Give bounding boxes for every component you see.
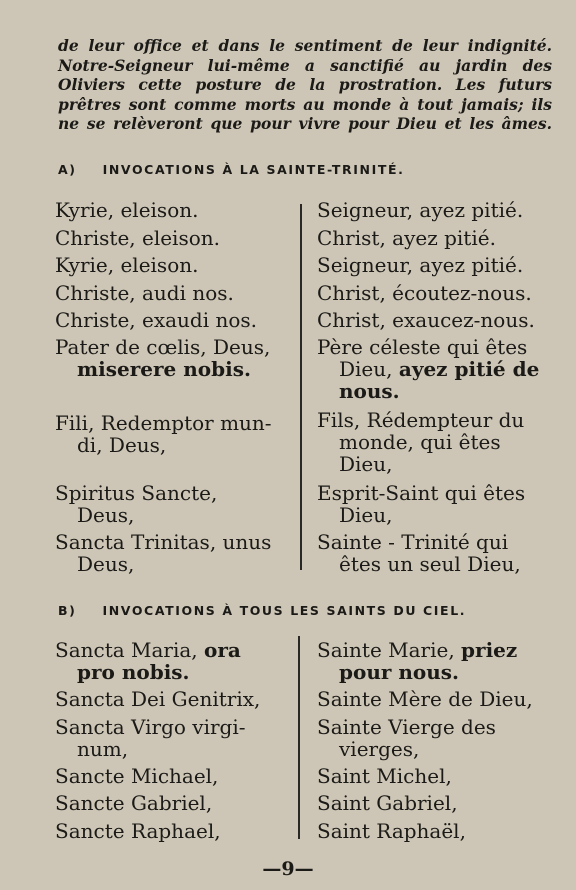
column-divider	[300, 204, 302, 570]
intro-line: Oliviers cette posture de la prostration. Les futurs	[58, 75, 552, 94]
column-divider	[298, 636, 300, 839]
invocation-french: Saint Gabriel,	[317, 791, 458, 815]
invocation-french: Esprit-Saint qui êtes Dieu,	[317, 481, 526, 527]
intro-line: ne se relèveront que pour vivre pour Dieu et les âmes.	[58, 114, 552, 133]
section-a-label: A)	[58, 162, 77, 177]
section-b-heading	[58, 603, 466, 618]
invocation-latin: Sancte Michael,	[55, 764, 219, 788]
invocation-latin: Christe, eleison.	[55, 226, 220, 250]
invocation-latin: Sancta Trinitas, unus Deus,	[55, 530, 272, 576]
invocation-french: Père céleste qui êtes Dieu, ayez pitié de nous.	[317, 335, 540, 403]
invocation-latin: Kyrie, eleison.	[55, 198, 199, 222]
invocation-latin: Spiritus Sancte, Deus,	[55, 481, 218, 527]
intro-paragraph	[58, 36, 552, 134]
invocation-latin: Christe, exaudi nos.	[55, 308, 258, 332]
invocation-french: Seigneur, ayez pitié.	[317, 198, 524, 222]
section-b-title: INVOCATIONS À TOUS LES SAINTS DU CIEL.	[102, 603, 467, 618]
invocation-french: Christ, écoutez-nous.	[317, 281, 532, 305]
section-a-title: INVOCATIONS À LA SAINTE-TRINITÉ.	[102, 162, 405, 177]
invocation-french: Saint Raphaël,	[317, 819, 466, 843]
section-b-label: B)	[58, 603, 77, 618]
invocation-french: Saint Michel,	[317, 764, 452, 788]
invocation-french: Sainte Mère de Dieu,	[317, 687, 533, 711]
intro-line: prêtres sont comme morts au monde à tout jamais; ils	[58, 94, 552, 114]
invocation-latin: Pater de cœlis, Deus, miserere nobis.	[55, 335, 271, 381]
invocation-french: Christ, ayez pitié.	[317, 226, 496, 250]
invocation-latin: Sancta Maria, ora pro nobis.	[55, 638, 241, 684]
invocation-latin: Christe, audi nos.	[55, 281, 234, 305]
invocation-french: Seigneur, ayez pitié.	[317, 253, 524, 277]
invocation-latin: Sancta Virgo virgi- num,	[55, 715, 246, 761]
page-number: —9—	[262, 858, 314, 880]
invocation-french: Sainte Marie, priez pour nous.	[317, 638, 518, 684]
intro-line: de leur office et dans le sentiment de leur indignité.	[58, 36, 552, 55]
invocation-french: Sainte - Trinité qui êtes un seul Dieu,	[317, 530, 521, 576]
section-a-heading	[58, 162, 404, 177]
invocation-latin: Kyrie, eleison.	[55, 253, 199, 277]
invocation-french: Fils, Rédempteur du monde, qui êtes Dieu,	[317, 408, 525, 476]
invocation-latin: Fili, Redemptor mun- di, Deus,	[55, 411, 272, 457]
invocation-latin: Sancte Raphael,	[55, 819, 221, 843]
invocation-french: Sainte Vierge des vierges,	[317, 715, 496, 761]
invocation-latin: Sancte Gabriel,	[55, 791, 213, 815]
intro-line: Notre-Seigneur lui-même a sanctifié au jardin des	[58, 55, 552, 75]
invocation-latin: Sancta Dei Genitrix,	[55, 687, 261, 711]
invocation-french: Christ, exaucez-nous.	[317, 308, 535, 332]
